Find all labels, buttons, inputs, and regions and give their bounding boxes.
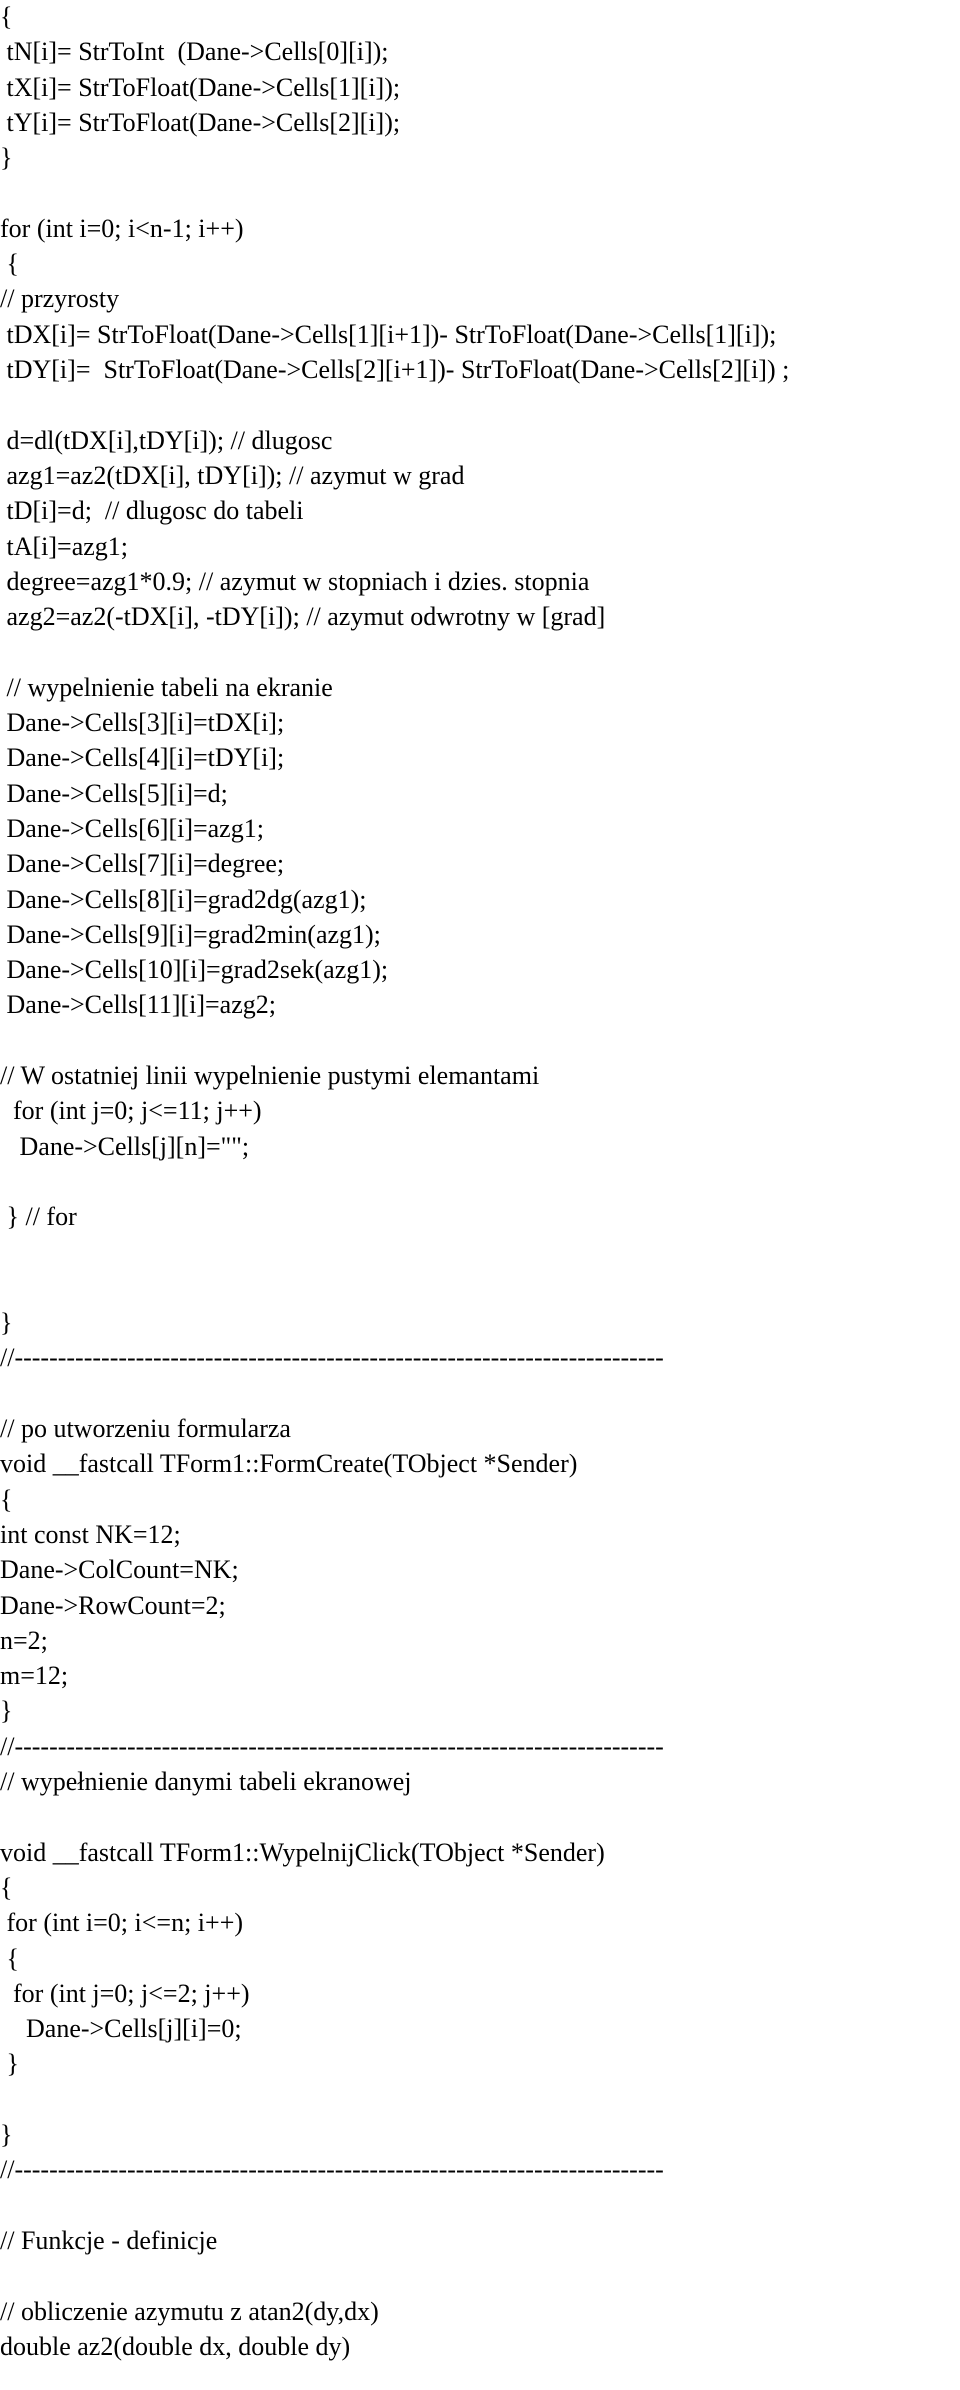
- code-line: n=2;: [0, 1625, 48, 1655]
- code-line: degree=azg1*0.9; // azymut w stopniach i dzies. stopnia: [0, 566, 590, 596]
- code-line: azg2=az2(-tDX[i], -tDY[i]); // azymut odwrotny w [grad]: [0, 602, 606, 632]
- code-line: void __fastcall TForm1::WypelnijClick(TObject *Sender): [0, 1837, 605, 1867]
- code-line: for (int j=0; j<=2; j++): [0, 1978, 250, 2008]
- code-line: Dane->Cells[5][i]=d;: [0, 778, 228, 808]
- code-line: Dane->Cells[4][i]=tDY[i];: [0, 743, 285, 773]
- code-line: tDY[i]= StrToFloat(Dane->Cells[2][i+1])- StrToFloat(Dane->Cells[2][i]) ;: [0, 355, 790, 384]
- code-line: // wypelnienie tabeli na ekranie: [0, 672, 333, 702]
- code-line: Dane->ColCount=NK;: [0, 1555, 239, 1585]
- code-line: } // for: [0, 1202, 77, 1232]
- code-line: Dane->Cells[j][n]="";: [0, 1131, 250, 1161]
- code-line: }: [0, 2120, 13, 2149]
- code-line: // Funkcje - definicje: [0, 2225, 218, 2255]
- code-line: Dane->Cells[3][i]=tDX[i];: [0, 708, 285, 737]
- code-line: Dane->RowCount=2;: [0, 1590, 226, 1620]
- code-line: }: [0, 1696, 13, 1726]
- code-line: }: [0, 2049, 19, 2079]
- code-line: // po utworzeniu formularza: [0, 1414, 291, 1443]
- code-line: tD[i]=d; // dlugosc do tabeli: [0, 496, 304, 526]
- code-line: tA[i]=azg1;: [0, 531, 129, 561]
- code-line: m=12;: [0, 1661, 69, 1691]
- code-line: Dane->Cells[10][i]=grad2sek(azg1);: [0, 955, 389, 985]
- code-line: //---------------------------------------------------------------------------: [0, 1343, 664, 1373]
- code-line: // obliczenie azymutu z atan2(dy,dx): [0, 2296, 379, 2326]
- code-line: tX[i]= StrToFloat(Dane->Cells[1][i]);: [0, 72, 401, 102]
- code-line: int const NK=12;: [0, 1519, 181, 1549]
- code-line: // przyrosty: [0, 284, 120, 314]
- code-line: double az2(double dx, double dy): [0, 2331, 351, 2361]
- code-line: Dane->Cells[6][i]=azg1;: [0, 813, 264, 843]
- code-line: }: [0, 143, 13, 173]
- code-line: d=dl(tDX[i],tDY[i]); // dlugosc: [0, 425, 333, 455]
- code-line: {: [0, 1943, 19, 1973]
- code-line: Dane->Cells[j][i]=0;: [0, 2014, 242, 2044]
- code-line: for (int i=0; i<=n; i++): [0, 1908, 244, 1938]
- code-line: Dane->Cells[9][i]=grad2min(azg1);: [0, 919, 381, 949]
- code-line: tN[i]= StrToInt (Dane->Cells[0][i]);: [0, 37, 389, 67]
- code-line: azg1=az2(tDX[i], tDY[i]); // azymut w grad: [0, 460, 465, 490]
- code-line: // wypełnienie danymi tabeli ekranowej: [0, 1767, 412, 1796]
- code-line: tY[i]= StrToFloat(Dane->Cells[2][i]);: [0, 107, 401, 137]
- code-line: {: [0, 1484, 13, 1514]
- code-line: void __fastcall TForm1::FormCreate(TObject *Sender): [0, 1449, 578, 1479]
- code-line: {: [0, 2, 13, 31]
- code-line: for (int j=0; j<=11; j++): [0, 1096, 262, 1126]
- code-line: for (int i=0; i<n-1; i++): [0, 213, 244, 243]
- code-line: {: [0, 1872, 13, 1902]
- code-line: Dane->Cells[8][i]=grad2dg(azg1);: [0, 884, 367, 914]
- code-line: }: [0, 1308, 13, 1338]
- code-line: //---------------------------------------------------------------------------: [0, 1731, 664, 1761]
- code-line: //---------------------------------------------------------------------------: [0, 2155, 664, 2185]
- code-line: {: [0, 249, 19, 279]
- code-line: Dane->Cells[7][i]=degree;: [0, 849, 285, 879]
- code-line: Dane->Cells[11][i]=azg2;: [0, 990, 276, 1020]
- code-line: tDX[i]= StrToFloat(Dane->Cells[1][i+1])- StrToFloat(Dane->Cells[1][i]);: [0, 319, 777, 349]
- code-line: // W ostatniej linii wypelnienie pustymi elemantami: [0, 1061, 540, 1090]
